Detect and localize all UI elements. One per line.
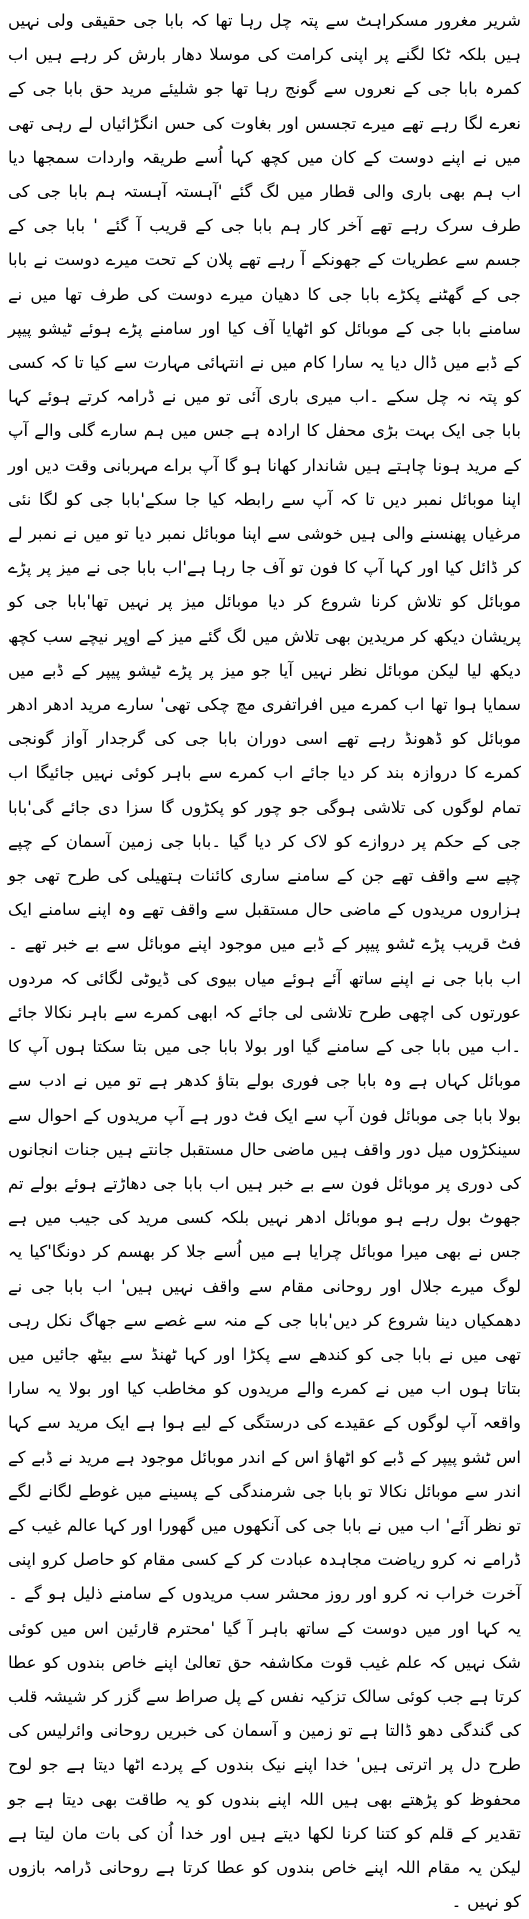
article-paragraph: شریر مغرور مسکراہٹ سے پتہ چل رہا تھا کہ بابا جی حقیقی ولی نہیں ہیں بلکہ ٹکا لگنے پر اپنی کرامت کی موسلا دھار بارش کر رہے ہیں اب کمرہ بابا جی کے نعروں سے گونج رہا تھا جو شلیئے مرید حق بابا جی کے نعرے لگا رہے تھے میرے تجسس اور بغاوت کی حس انگڑائیاں لے رہی تھی میں نے اپنے دوست کے کان میں کچھ کہا اُسے طریقہ واردات سمجھا دیا اب ہم بھی باری والی قطار میں لگ گئے 'آہستہ آہستہ ہم بابا جی کی طرف سرک رہے تھے آخر کار ہم بابا جی کے قریب آ گئے ' بابا جی کے جسم سے عطریات کے جھونکے آ رہے تھے پلان کے تحت میرے دوست نے بابا جی کے گھٹنے پکڑے بابا جی کا دھیان میرے دوست کی طرف تھا میں نے سامنے بابا جی کے موبائل کو اٹھایا آف کیا اور سامنے پڑے ہوئے ٹیشو پیپر کے ڈبے میں ڈال دیا یہ سارا کام میں نے انتہائی مہارت سے کیا تا کہ کسی کو پتہ نہ چل سکے ۔اب میری باری آئی تو میں نے ڈرامہ کرتے ہوئے کہا بابا جی ایک بہت بڑی محفل کا ارادہ ہے جس میں ہم سارے گلی والے آپ کے مرید ہونا چاہتے ہیں شاندار کھانا ہو گا آپ براے مہربانی وقت دیں اور اپنا موبائل نمبر دیں تا کہ آپ سے رابطہ کیا جا سکے'بابا جی کو لگا نئی مرغیاں پھنسنے والی ہیں خوشی سے اپنا موبائل نمبر دیا تو میں نے نمبر لے کر ڈائل کیا اور کہا آپ کا فون تو آف جا رہا ہے'اب بابا جی نے میز پر پڑے موبائل کو تلاش کرنا شروع کر دیا موبائل میز پر نہیں تھا'بابا جی کو پریشان دیکھ کر مریدین بھی تلاش میں لگ گئے میز کے اوپر نیچے سب کچھ دیکھ لیا لیکن موبائل نظر نہیں آیا جو میز پر پڑے ٹیشو پیپر کے ڈبے میں سمایا ہوا تھا اب کمرے میں افراتفری مچ چکی تھی' سارے مرید ادھر ادھر موبائل کو ڈھونڈ رہے تھے اسی دوران بابا جی کی گرجدار آواز گونجی کمرے کا دروازہ بند کر دیا جائے اب کمرے سے باہر کوئی نہیں جائیگا اب تمام لوگوں کی تلاشی ہوگی جو چور کو پکڑوں گا سزا دی جائے گی'بابا جی کے حکم پر دروازے کو لاک کر دیا گیا ۔بابا جی زمین آسمان کے چپے چپے سے واقف تھے جن کے سامنے ساری کائنات ہتھیلی کی طرح تھی جو ہزاروں مریدوں کے ماضی حال مستقبل سے واقف تھے وہ اپنے سامنے ایک فٹ قریب پڑے ٹشو پیپر کے ڈبے میں موجود اپنے موبائل سے بے خبر تھے ۔اب بابا جی نے اپنے ساتھ آئے ہوئے میاں بیوی کی ڈیوٹی لگائی کہ مردوں عورتوں کی اچھی طرح تلاشی لی جائے کہ ابھی کمرے سے باہر نکالا جائے ۔اب میں بابا جی کے سامنے گیا اور بولا بابا جی میں بتا سکتا ہوں آپ کا موبائل کہاں ہے وہ بابا جی فوری بولے بتاؤ کدھر ہے تو میں نے ادب سے بولا بابا جی موبائل فون آپ سے ایک فٹ دور ہے آپ مریدوں کے احوال سے سینکڑوں میل دور واقف ہیں ماضی حال مستقبل جانتے ہیں جنات انجانوں کی دوری پر موبائل فون سے بے خبر ہیں اب بابا جی دھاڑتے ہوئے بولے تم جھوٹ بول رہے ہو موبائل ادھر نہیں بلکہ کسی مرید کی جیب میں ہے جس نے بھی میرا موبائل چرایا ہے میں اُسے جلا کر بھسم کر دونگا'کیا یہ لوگ میرے جلال اور روحانی مقام سے واقف نہیں ہیں' اب بابا جی نے دھمکیاں دینا شروع کر دیں'بابا جی کے منہ سے غصے سے جھاگ نکل رہی تھی میں نے بابا جی کو کندھے سے پکڑا اور کہا ٹھنڈ سے بیٹھ جائیں میں بتاتا ہوں اب میں نے کمرے والے مریدوں کو مخاطب کیا اور بولا یہ سارا واقعہ آپ لوگوں کے عقیدے کی درستگی کے لیے ہوا ہے ایک مرید سے کہا اس ٹشو پیپر کے ڈبے کو اٹھاؤ اس کے اندر موبائل موجود ہے مرید نے ڈبے کے اندر سے موبائل نکالا تو بابا جی شرمندگی کے پسینے میں غوطے لگانے لگے تو نظر آئے' اب میں نے بابا جی کی آنکھوں میں گھورا اور کہا عالم غیب کے ڈرامے نہ کرو ریاضت مجاہدہ عبادت کر کے کسی مقام کو حاصل کرو اپنی آخرت خراب نہ کرو اور روز محشر سب مریدوں کے سامنے ذلیل ہو گے ۔یہ کہا اور میں دوست کے ساتھ باہر آ گیا 'محترم قارئین اس میں کوئی شک نہیں کہ علم غیب قوت مکاشفہ حق تعالیٰ اپنے خاص بندوں کو عطا کرتا ہے جب کوئی سالک تزکیہ نفس کے پل صراط سے گزر کر شیشہ قلب کی گندگی دھو ڈالتا ہے تو زمین و آسمان کی خبریں روحانی وائرلیس کی طرح دل پر اترتی ہیں' خدا اپنے نیک بندوں کے پردے اٹھا دیتا ہے جو لوح محفوظ کو پڑھتے بھی ہیں اللہ اپنے بندوں کو یہ طاقت بھی دیتا ہے جو تقدیر کے قلم کو کتنا کرنا لکھا دیتے ہیں اور خدا اُن کی بات مان لیتا ہے لیکن یہ مقام اللہ اپنے خاص بندوں کو عطا کرتا ہے روحانی ڈرامہ بازوں کو نہیں ۔ [8,11,521,1912]
article-body [8,4,521,1919]
